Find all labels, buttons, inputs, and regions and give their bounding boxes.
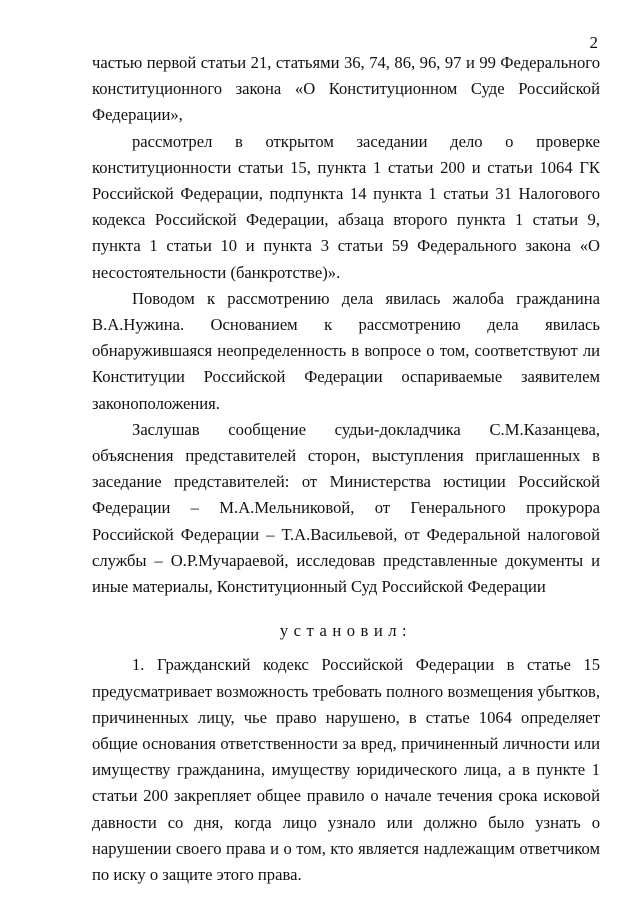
paragraph-considered: рассмотрел в открытом заседании дело о проверке конституционности статьи 15, пункта 1 статьи 200 и статьи 1064 ГК Российской Федерации, подпункта 14 пункта 1 статьи 31 Налогового кодекса Российской Федерации, абзаца второго пункта 1 статьи 9, пункта 1 статьи 10 и пункта 3 статьи 59 Федерального закона «О несостоятельности (банкротстве)». (92, 131, 600, 282)
paragraph-intro: частью первой статьи 21, статьями 36, 74, 86, 96, 97 и 99 Федерального конституционного закона «О Конституционном Суде Российской Федерации», (92, 53, 600, 125)
section-heading: установил: (279, 621, 413, 641)
paragraph-hearing: Заслушав сообщение судьи-докладчика С.М.Казанцева, объяснения представителей сторон, выступления приглашенных в заседание представителей: от Министерства юстиции Российской Федерации – М.А.Мельниковой, от Генерального прокурора Российской Федерации – Т.А.Васильевой, от Федеральной налоговой службы – О.Р.Мучараевой, исследовав представленные документы и иные материалы, Конституционный Суд Российской Федерации (92, 419, 600, 597)
paragraph-section-1: 1. Гражданский кодекс Российской Федерации в статье 15 предусматривает возможность требовать полного возмещения убытков, причиненных лицу, чье право нарушено, в статье 1064 определяет общие основания ответственности за вред, причиненный личности или имуществу гражданина, имуществу юридического лица, а в пункте 1 статьи 200 закрепляет общее правило о начале течения срока исковой давности со дня, когда лицо узнало или должно было узнать о нарушении своего права и о том, кто является надлежащим ответчиком по иску о защите этого права. (92, 655, 600, 885)
document-body (92, 50, 600, 888)
paragraph-reason: Поводом к рассмотрению дела явилась жалоба гражданина В.А.Нужина. Основанием к рассмотрению дела явилась обнаружившаяся неопределенность в вопросе о том, соответствуют ли Конституции Российской Федерации оспариваемые заявителем законоположения. (92, 288, 600, 413)
page-number: 2 (589, 33, 598, 52)
